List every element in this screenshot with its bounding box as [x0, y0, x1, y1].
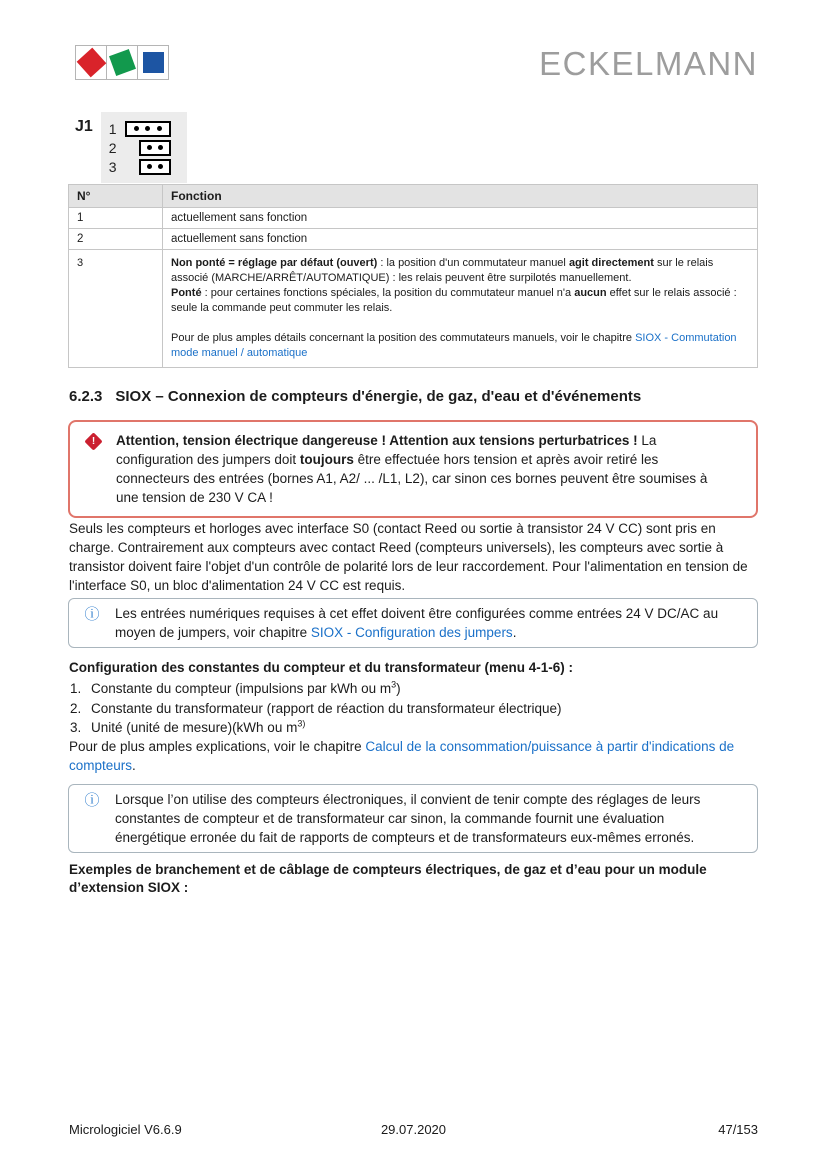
para2-plain: Pour de plus amples explications, voir le chapitre: [69, 739, 366, 754]
config-heading: Configuration des constantes du compteur et du transformateur (menu 4-1-6) :: [69, 660, 574, 675]
logo-green-square-icon: [109, 49, 136, 76]
link-siox-configuration[interactable]: SIOX - Configuration des jumpers: [310, 625, 513, 640]
warning-bold: Attention, tension électrique dangereuse ! Attention aux tensions perturbatrices !: [116, 433, 638, 448]
jumper-label: J1: [75, 118, 93, 135]
table-row: [69, 229, 758, 250]
list-superscript: 3): [297, 718, 306, 729]
row3-bold: agit directement: [568, 257, 654, 269]
info-box-2: [68, 784, 758, 853]
info-text: Lorsque l’on utilise des compteurs électroniques, il convient de tenir compte des réglages de leurs constantes de compteur et de transformateur car sinon, la commande fournit une évaluation énergétique erronée du fait de rapports de compteurs et de transformateurs eux-mêmes erronés.: [115, 792, 701, 845]
row3-bold: Non ponté = réglage par défaut (ouvert): [171, 257, 378, 269]
row3-paragraph-1: [171, 256, 749, 286]
row3-text: : pour certaines fonctions spéciales, la position du commutateur manuel n'a: [201, 287, 575, 299]
footer-date: 29.07.2020: [380, 1122, 447, 1137]
table-cell-number: 3: [69, 250, 163, 368]
list-item: [70, 680, 758, 698]
page-header: [76, 45, 758, 80]
info-icon-wrap: [69, 790, 115, 847]
table-row: [69, 208, 758, 229]
logo-cell-blue: [137, 45, 169, 80]
table-header-row: [69, 185, 758, 208]
row3-paragraph-3: [171, 331, 749, 361]
jumper-row-3: [109, 157, 171, 176]
table-row: [69, 250, 758, 368]
list-text: [91, 680, 401, 698]
jumper-pin-slot: [125, 140, 171, 156]
jumper-row-number: 1: [108, 120, 117, 137]
config-list: [70, 680, 758, 739]
info-icon: ⓘ: [84, 792, 100, 809]
logo-blue-square-icon: [143, 52, 164, 73]
row3-bold: Ponté: [171, 287, 202, 299]
warning-plain: être effectuée hors tension et après avoir retiré les connecteurs des entrées (bornes A1, A2/ ... /L1, L2), car sinon ces bornes peuvent être soumises à une tension de 230 V CA !: [116, 452, 708, 505]
footer-version: Micrologiciel V6.6.9: [69, 1122, 182, 1137]
list-number: 2.: [70, 700, 82, 716]
list-text: [91, 719, 305, 737]
section-title: SIOX – Connexion de compteurs d'énergie, de gaz, d'eau et d'événements: [115, 388, 642, 405]
list-item: [70, 700, 758, 718]
list-item: [70, 719, 758, 737]
list-text-main: Constante du compteur (impulsions par kWh ou m: [91, 681, 392, 696]
list-text-tail: ): [396, 681, 401, 696]
warning-bold: toujours: [299, 452, 354, 467]
info-text: [115, 604, 733, 642]
pin-dot: [145, 126, 150, 131]
body-paragraph-2: [69, 737, 759, 775]
info-box-1: [68, 598, 758, 648]
info-icon-wrap: [69, 604, 115, 642]
logo-cell-red: [75, 45, 107, 80]
jumper-diagram: [75, 112, 187, 183]
jumper-pins-2: [139, 140, 171, 156]
jumper-pin-slot: [125, 121, 171, 137]
pin-dot: [157, 126, 162, 131]
logo-cell-green: [106, 45, 138, 80]
table-cell-number: 2: [69, 229, 163, 250]
info-icon: ⓘ: [84, 606, 100, 623]
table-cell-number: 1: [69, 208, 163, 229]
warning-text: [116, 431, 731, 507]
info-plain: Les entrées numériques requises à cet effet doivent être configurées comme entrées 24 V DC/AC au moyen de jumpers, voir chapitre: [115, 606, 719, 640]
row3-paragraph-2: [171, 286, 749, 316]
table-header-function: Fonction: [163, 185, 758, 208]
eckelmann-logo: [76, 45, 169, 80]
footer-page-number: 47/153: [718, 1122, 758, 1137]
link-siox-commutation[interactable]: SIOX - Commutation mode manuel / automatique: [171, 332, 737, 359]
pin-dot: [134, 126, 139, 131]
jumper-row-2: [109, 138, 171, 157]
row3-text: sur le relais associé (MARCHE/ARRÊT/AUTOMATIQUE) : les relais peuvent être surpilotés manuellement.: [171, 257, 714, 284]
section-heading: [69, 388, 641, 405]
info-plain: .: [512, 625, 517, 640]
row3-text: effet sur le relais associé : seule la commande peut commuter les relais.: [171, 287, 737, 314]
list-number: 3.: [70, 720, 82, 735]
jumper-pins-2: [139, 159, 171, 175]
jumper-pin-slot: [125, 159, 171, 175]
jumper-pins-3: [125, 121, 171, 137]
list-superscript: 3: [391, 679, 397, 690]
row3-bold: aucun: [574, 287, 607, 299]
list-number: 1.: [70, 681, 82, 696]
jumper-box: [101, 112, 187, 183]
warning-icon-wrap: [70, 431, 116, 507]
jumper-row-1: [109, 119, 171, 138]
body-paragraph-1: Seuls les compteurs et horloges avec interface S0 (contact Reed ou sortie à transistor 24 V CC) sont pris en charge. Contrairement aux compteurs avec contact Reed (compteurs universels), les compteurs avec sortie à transistor doivent faire l'objet d'un contrôle de polarité lors de leur raccordement. Pour l'alimentation en tension de l'interface S0, un bloc d'alimentation 24 V CC est requis.: [69, 521, 748, 593]
jumper-row-number: 3: [108, 158, 117, 175]
list-text: [91, 700, 562, 718]
list-text-main: Constante du transformateur (rapport de réaction du transformateur électrique): [91, 700, 562, 716]
table-cell-function: [163, 250, 758, 368]
warning-exclamation: !: [91, 436, 95, 447]
warning-plain: La configuration des jumpers doit: [116, 433, 657, 467]
row3-text: : la position d'un commutateur manuel: [377, 257, 569, 269]
jumper-row-number: 2: [108, 139, 117, 156]
para2-plain: .: [132, 758, 136, 773]
table-cell-function: actuellement sans fonction: [163, 208, 758, 229]
list-text-main: Unité (unité de mesure)(kWh ou m: [91, 720, 298, 735]
pin-dot: [147, 145, 152, 150]
jumper-function-table: [68, 184, 758, 368]
link-calcul-consommation[interactable]: Calcul de la consommation/puissance à partir d'indications de compteurs: [69, 739, 735, 773]
warning-icon: [84, 432, 102, 450]
table-header-number: N°: [69, 185, 163, 208]
brand-wordmark: ECKELMANN: [539, 45, 758, 82]
examples-heading: Exemples de branchement et de câblage de compteurs électriques, de gaz et d’eau pour un module d’extension SIOX :: [69, 862, 707, 895]
table-cell-function: actuellement sans fonction: [163, 229, 758, 250]
pin-dot: [158, 145, 163, 150]
pin-dot: [147, 164, 152, 169]
section-number: 6.2.3: [69, 388, 103, 405]
logo-red-square-icon: [76, 48, 106, 78]
pin-dot: [158, 164, 163, 169]
row3-text: Pour de plus amples détails concernant la position des commutateurs manuels, voir le chapitre: [171, 332, 636, 344]
warning-box: [68, 420, 758, 518]
